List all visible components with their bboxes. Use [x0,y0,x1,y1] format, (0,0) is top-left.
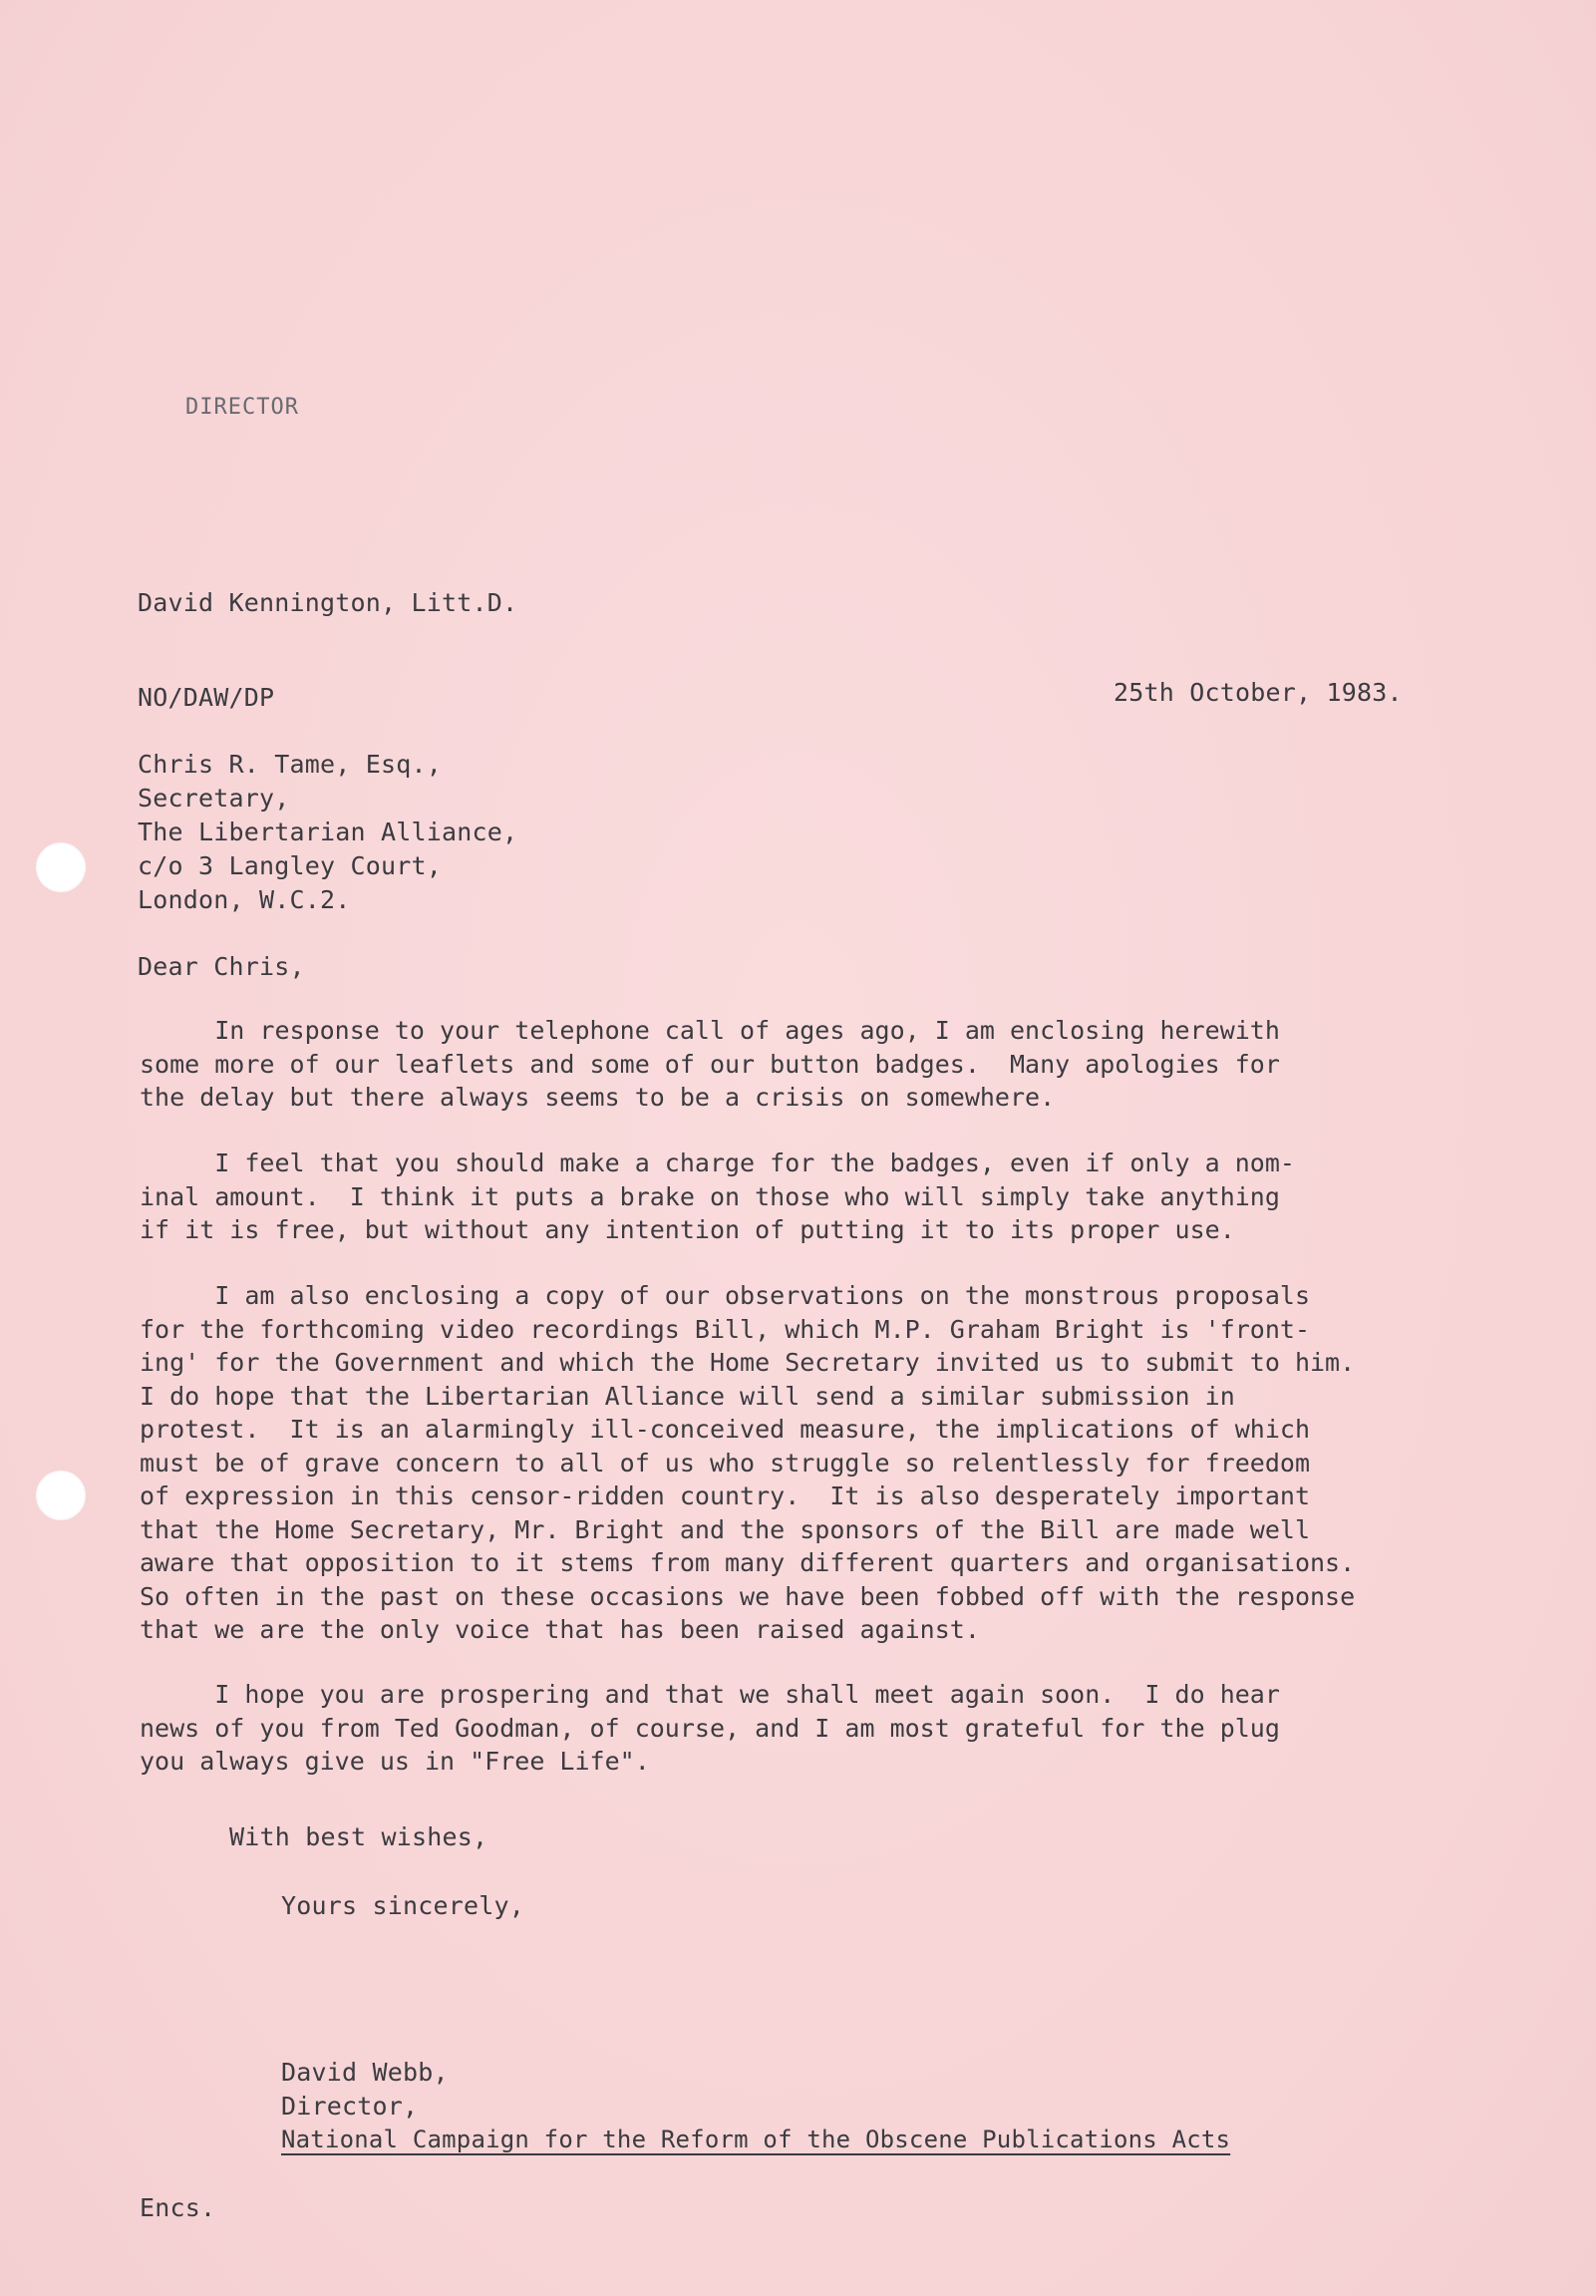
letter-date: 25th October, 1983. [1114,678,1403,707]
paragraph-line: I hope you are prospering and that we shall meet again soon. I do hear [140,1680,1280,1709]
punch-hole-bottom [36,1471,86,1520]
paragraph-line: I do hope that the Libertarian Alliance will send a similar submission in [140,1381,1235,1411]
enclosures-note: Encs. [140,2193,216,2222]
paragraph-line: you always give us in "Free Life". [140,1747,650,1776]
closing: Yours sincerely, [281,1891,525,1920]
paragraph-line: protest. It is an alarmingly ill-conceived measure, the implications of which [140,1415,1310,1444]
paragraph-line: aware that opposition to it stems from many different quarters and organisations. [140,1548,1356,1577]
recipient-line: c/o 3 Langley Court, [138,851,443,880]
paragraph-line: that we are the only voice that has been raised against. [140,1615,980,1644]
recipient-line: The Libertarian Alliance, [138,818,518,846]
paragraph-line: inal amount. I think it puts a brake on those who will simply take anything [140,1181,1280,1211]
salutation: Dear Chris, [138,952,305,981]
paragraph-line: So often in the past on these occasions we have been fobbed off with the response [140,1581,1356,1611]
signatory-organisation: National Campaign for the Reform of the Obscene Publications Acts [281,2126,1231,2153]
signatory-name: David Webb, [281,2058,449,2087]
recipient-line: London, W.C.2. [138,885,351,914]
recipient-line: Chris R. Tame, Esq., [138,750,443,779]
paragraph-line: I am also enclosing a copy of our observations on the monstrous proposals [140,1281,1310,1310]
sender-name: David Kennington, Litt.D. [138,588,518,617]
paragraph-line: some more of our leaflets and some of our button badges. Many apologies for [140,1049,1280,1079]
paragraph-line: if it is free, but without any intention of putting it to its proper use. [140,1215,1235,1244]
paragraph-line: must be of grave concern to all of us who struggle so relentlessly for freedom [140,1448,1310,1477]
reference-code: NO/DAW/DP [138,683,275,712]
paragraph-4 [140,1678,1555,1779]
paragraph-line: of expression in this censor-ridden country. It is also desperately important [140,1481,1310,1510]
letterhead-heading: DIRECTOR [185,395,299,420]
paragraph-line: the delay but there always seems to be a crisis on somewhere. [140,1083,1056,1112]
signatory-title: Director, [281,2092,419,2121]
paragraph-2 [140,1147,1555,1247]
paragraph-line: that the Home Secretary, Mr. Bright and the sponsors of the Bill are made well [140,1514,1310,1544]
paragraph-line: In response to your telephone call of ages ago, I am enclosing herewith [140,1016,1280,1045]
paragraph-line: news of you from Ted Goodman, of course, and I am most grateful for the plug [140,1713,1280,1743]
punch-hole-top [36,842,86,892]
closing-wishes: With best wishes, [229,1822,488,1851]
paragraph-line: I feel that you should make a charge for the badges, even if only a nom- [140,1148,1295,1177]
paragraph-1 [140,1014,1555,1115]
paragraph-line: ing' for the Government and which the Home Secretary invited us to submit to him. [140,1348,1356,1377]
paragraph-line: for the forthcoming video recordings Bill, which M.P. Graham Bright is 'front- [140,1314,1310,1344]
paragraph-3 [140,1279,1555,1647]
recipient-line: Secretary, [138,784,290,813]
